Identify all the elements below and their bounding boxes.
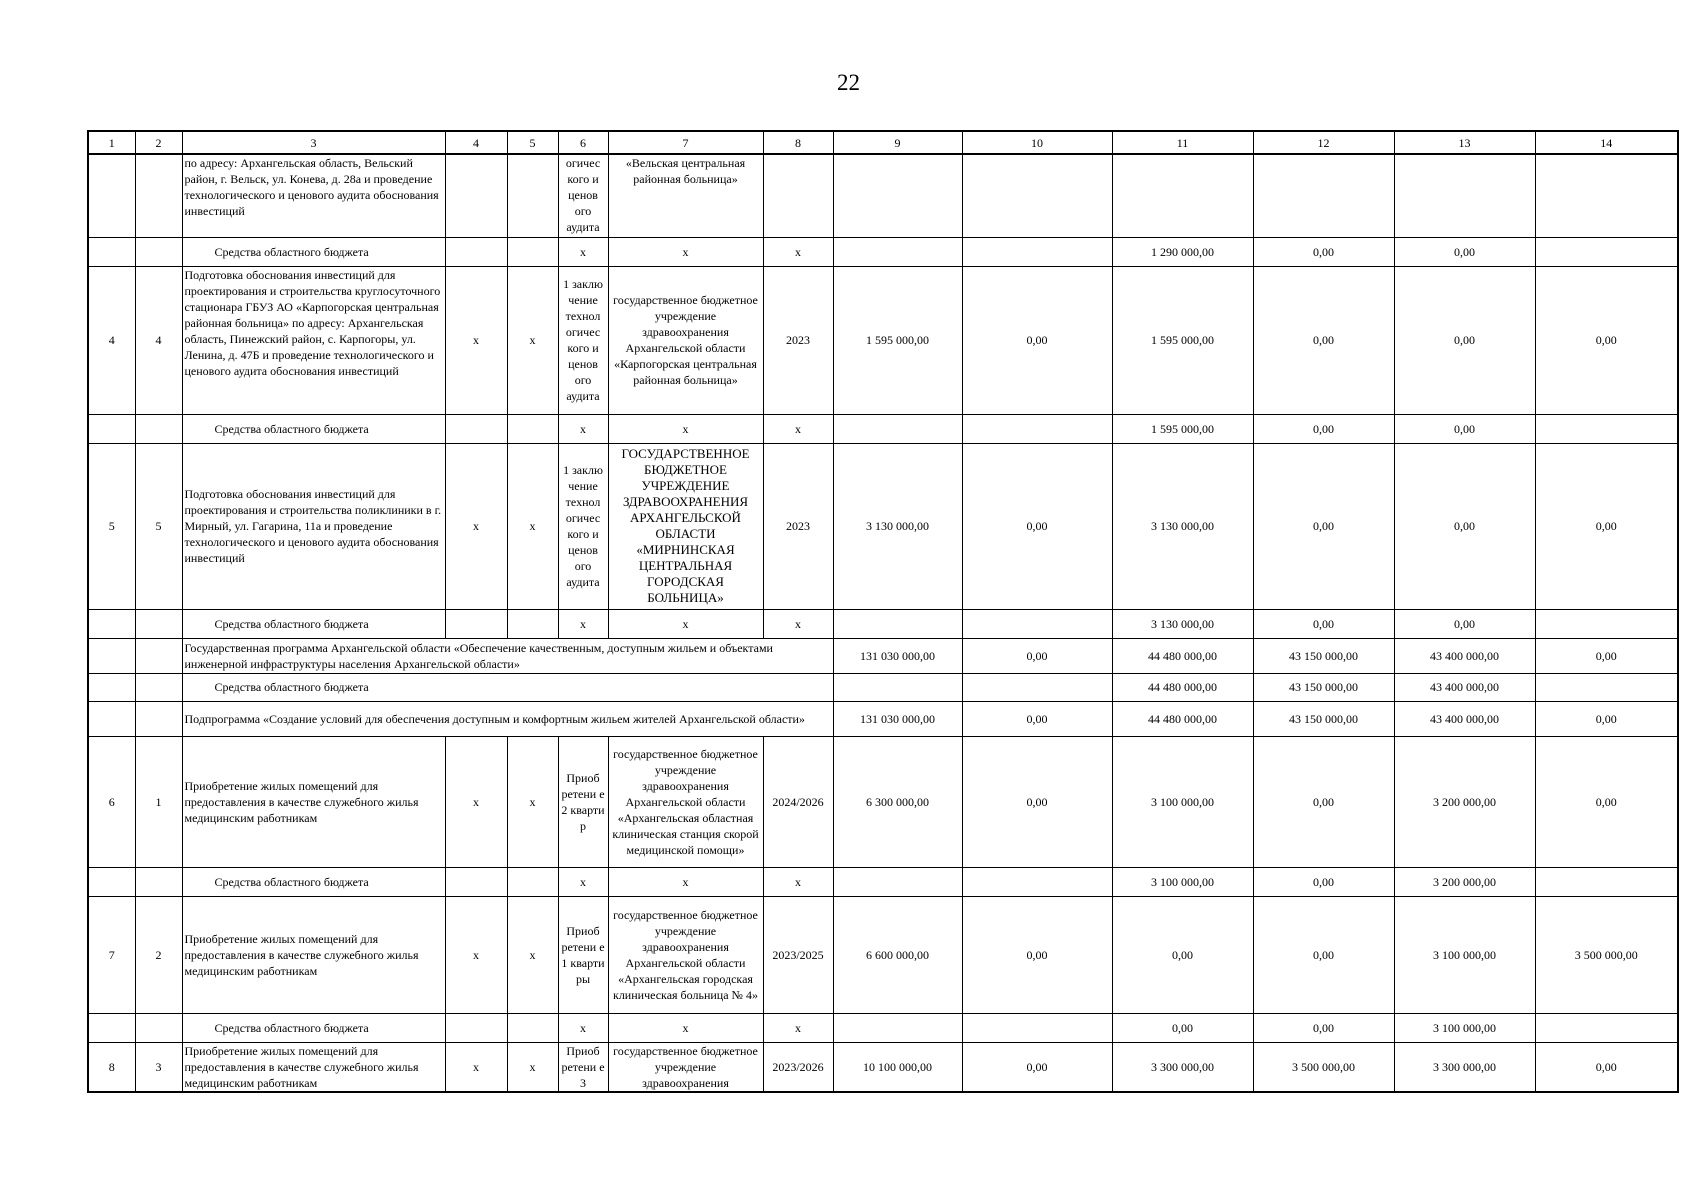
column-number-row xyxy=(88,131,1678,154)
table-row xyxy=(88,673,1678,701)
cell-x: х xyxy=(763,237,833,266)
amount-cell: 0,00 xyxy=(1535,443,1678,609)
amount-cell: 0,00 xyxy=(1394,443,1535,609)
cell-x: х xyxy=(558,609,608,638)
amount-cell: 3 200 000,00 xyxy=(1394,867,1535,896)
column-header: 6 xyxy=(558,131,608,154)
amount-cell: 0,00 xyxy=(962,896,1112,1013)
period-cell: 2023 xyxy=(763,443,833,609)
amount-cell: 0,00 xyxy=(1394,266,1535,414)
amount-cell: 6 600 000,00 xyxy=(833,896,962,1013)
cell-x: х xyxy=(558,237,608,266)
table-row xyxy=(88,1013,1678,1042)
amount-cell: 3 300 000,00 xyxy=(1394,1042,1535,1092)
cell-x: х xyxy=(507,443,558,609)
amount-cell: 131 030 000,00 xyxy=(833,701,962,736)
result-cell: 1 заклю чение технол огичес кого и ценов ого аудита xyxy=(558,266,608,414)
cell-x: х xyxy=(763,1013,833,1042)
budget-label: Средства областного бюджета xyxy=(182,414,445,443)
cell-x: х xyxy=(608,414,763,443)
row-number: 7 xyxy=(88,896,135,1013)
cell-x: х xyxy=(445,736,507,867)
column-header: 8 xyxy=(763,131,833,154)
cell-x: х xyxy=(445,443,507,609)
amount-cell: 43 150 000,00 xyxy=(1253,701,1394,736)
amount-cell: 43 150 000,00 xyxy=(1253,638,1394,673)
amount-cell: 1 290 000,00 xyxy=(1112,237,1253,266)
amount-cell: 3 100 000,00 xyxy=(1112,867,1253,896)
amount-cell: 0,00 xyxy=(1394,609,1535,638)
amount-cell: 0,00 xyxy=(1253,736,1394,867)
column-header: 12 xyxy=(1253,131,1394,154)
column-header: 9 xyxy=(833,131,962,154)
table-row xyxy=(88,1042,1678,1092)
table-row xyxy=(88,896,1678,1013)
amount-cell: 1 595 000,00 xyxy=(1112,414,1253,443)
amount-cell: 43 400 000,00 xyxy=(1394,673,1535,701)
row-number: 5 xyxy=(135,443,182,609)
cell-x: х xyxy=(507,896,558,1013)
result-cell: огичес кого и ценов ого аудита xyxy=(558,154,608,237)
column-header: 7 xyxy=(608,131,763,154)
column-header: 11 xyxy=(1112,131,1253,154)
customer-cell: государственное бюджетное учреждение здравоохранения Архангельской области «Карпогорская центральная районная больница» xyxy=(608,266,763,414)
amount-cell: 0,00 xyxy=(962,701,1112,736)
column-header: 13 xyxy=(1394,131,1535,154)
amount-cell: 3 130 000,00 xyxy=(1112,443,1253,609)
amount-cell: 0,00 xyxy=(962,638,1112,673)
amount-cell: 3 300 000,00 xyxy=(1112,1042,1253,1092)
investment-table xyxy=(87,130,1679,1093)
table-row xyxy=(88,867,1678,896)
program-title: Государственная программа Архангельской области «Обеспечение качественным, доступным жильем и объектами инженерной инфраструктуры населения Архангельской области» xyxy=(182,638,833,673)
budget-label: Средства областного бюджета xyxy=(182,1013,445,1042)
period-cell: 2023/2026 xyxy=(763,1042,833,1092)
amount-cell: 0,00 xyxy=(962,443,1112,609)
result-cell: Приоб ретени е 1 кварти ры xyxy=(558,896,608,1013)
amount-cell: 0,00 xyxy=(1253,867,1394,896)
row-number: 8 xyxy=(88,1042,135,1092)
object-description: Приобретение жилых помещений для предоставления в качестве служебного жилья медицинским работникам xyxy=(182,736,445,867)
budget-label: Средства областного бюджета xyxy=(182,237,445,266)
cell-x: х xyxy=(763,414,833,443)
object-description: Подготовка обоснования инвестиций для проектирования и строительства поликлиники в г. Мирный, ул. Гагарина, 11а и проведение технологического и ценового аудита обоснования инвестиций xyxy=(182,443,445,609)
amount-cell: 3 500 000,00 xyxy=(1253,1042,1394,1092)
column-header: 1 xyxy=(88,131,135,154)
amount-cell: 0,00 xyxy=(1535,266,1678,414)
budget-label: Средства областного бюджета xyxy=(182,673,833,701)
table-row xyxy=(88,414,1678,443)
table-row xyxy=(88,443,1678,609)
customer-cell: государственное бюджетное учреждение здравоохранения Архангельской области «Архангельская городская клиническая больница № 4» xyxy=(608,896,763,1013)
table-row xyxy=(88,266,1678,414)
cell-x: х xyxy=(445,266,507,414)
amount-cell: 0,00 xyxy=(1253,266,1394,414)
amount-cell: 0,00 xyxy=(1535,1042,1678,1092)
amount-cell: 44 480 000,00 xyxy=(1112,701,1253,736)
amount-cell: 44 480 000,00 xyxy=(1112,673,1253,701)
amount-cell: 0,00 xyxy=(1394,414,1535,443)
column-header: 10 xyxy=(962,131,1112,154)
row-number: 2 xyxy=(135,896,182,1013)
table-row xyxy=(88,736,1678,867)
cell-x: х xyxy=(608,237,763,266)
amount-cell: 131 030 000,00 xyxy=(833,638,962,673)
amount-cell: 0,00 xyxy=(1535,638,1678,673)
amount-cell: 3 200 000,00 xyxy=(1394,736,1535,867)
table-row xyxy=(88,237,1678,266)
amount-cell: 43 400 000,00 xyxy=(1394,701,1535,736)
amount-cell: 0,00 xyxy=(1253,443,1394,609)
amount-cell: 3 500 000,00 xyxy=(1535,896,1678,1013)
object-description: Подготовка обоснования инвестиций для проектирования и строительства круглосуточного стационара ГБУЗ АО «Карпогорская центральная районная больница» по адресу: Архангельская область, Пинежский район, с. Карпогоры, ул. Ленина, д. 47Б и проведение технологического и ценового аудита обоснования инвестиций xyxy=(182,266,445,414)
column-header: 14 xyxy=(1535,131,1678,154)
result-cell: 1 заклю чение технол огичес кого и ценов ого аудита xyxy=(558,443,608,609)
customer-cell: государственное бюджетное учреждение здравоохранения Архангельской области «Архангельская областная клиническая станция скорой медицинской помощи» xyxy=(608,736,763,867)
object-description: по адресу: Архангельская область, Вельский район, г. Вельск, ул. Конева, д. 28а и проведение технологического и ценового аудита обоснования инвестиций xyxy=(182,154,445,237)
amount-cell: 3 130 000,00 xyxy=(1112,609,1253,638)
column-header: 4 xyxy=(445,131,507,154)
period-cell: 2023/2025 xyxy=(763,896,833,1013)
customer-cell: государственное бюджетное учреждение здравоохранения xyxy=(608,1042,763,1092)
amount-cell: 3 130 000,00 xyxy=(833,443,962,609)
cell-x: х xyxy=(507,1042,558,1092)
page-number: 22 xyxy=(837,70,860,95)
cell-x: х xyxy=(445,896,507,1013)
column-header: 5 xyxy=(507,131,558,154)
amount-cell: 0,00 xyxy=(1253,1013,1394,1042)
amount-cell: 44 480 000,00 xyxy=(1112,638,1253,673)
budget-label: Средства областного бюджета xyxy=(182,867,445,896)
amount-cell: 43 150 000,00 xyxy=(1253,673,1394,701)
amount-cell: 3 100 000,00 xyxy=(1112,736,1253,867)
object-description: Приобретение жилых помещений для предоставления в качестве служебного жилья медицинским работникам xyxy=(182,896,445,1013)
result-cell: Приоб ретени е 3 xyxy=(558,1042,608,1092)
amount-cell: 0,00 xyxy=(962,1042,1112,1092)
object-description: Приобретение жилых помещений для предоставления в качестве служебного жилья медицинским работникам xyxy=(182,1042,445,1092)
cell-x: х xyxy=(763,867,833,896)
cell-x: х xyxy=(558,414,608,443)
cell-x: х xyxy=(558,1013,608,1042)
amount-cell: 0,00 xyxy=(1253,414,1394,443)
amount-cell: 3 100 000,00 xyxy=(1394,896,1535,1013)
row-number: 1 xyxy=(135,736,182,867)
cell-x: х xyxy=(558,867,608,896)
cell-x: х xyxy=(763,609,833,638)
row-number: 6 xyxy=(88,736,135,867)
amount-cell: 0,00 xyxy=(962,736,1112,867)
amount-cell: 0,00 xyxy=(1112,1013,1253,1042)
customer-cell: ГОСУДАРСТВЕННОЕ БЮДЖЕТНОЕ УЧРЕЖДЕНИЕ ЗДРАВООХРАНЕНИЯ АРХАНГЕЛЬСКОЙ ОБЛАСТИ «МИРНИНСКАЯ ЦЕНТРАЛЬНАЯ ГОРОДСКАЯ БОЛЬНИЦА» xyxy=(608,443,763,609)
column-header: 3 xyxy=(182,131,445,154)
amount-cell: 0,00 xyxy=(1535,701,1678,736)
amount-cell: 0,00 xyxy=(1253,896,1394,1013)
table-row xyxy=(88,701,1678,736)
table-row xyxy=(88,154,1678,237)
amount-cell: 43 400 000,00 xyxy=(1394,638,1535,673)
column-header: 2 xyxy=(135,131,182,154)
amount-cell: 0,00 xyxy=(962,266,1112,414)
cell-x: х xyxy=(608,609,763,638)
cell-x: х xyxy=(608,1013,763,1042)
amount-cell: 0,00 xyxy=(1535,736,1678,867)
amount-cell: 0,00 xyxy=(1112,896,1253,1013)
row-number: 5 xyxy=(88,443,135,609)
cell-x: х xyxy=(608,867,763,896)
cell-x: х xyxy=(445,1042,507,1092)
amount-cell: 6 300 000,00 xyxy=(833,736,962,867)
amount-cell: 10 100 000,00 xyxy=(833,1042,962,1092)
subprogram-title: Подпрограмма «Создание условий для обеспечения доступным и комфортным жильем жителей Архангельской области» xyxy=(182,701,833,736)
row-number: 3 xyxy=(135,1042,182,1092)
amount-cell: 0,00 xyxy=(1253,237,1394,266)
period-cell: 2023 xyxy=(763,266,833,414)
budget-label: Средства областного бюджета xyxy=(182,609,445,638)
customer-cell: «Вельская центральная районная больница» xyxy=(608,154,763,237)
row-number: 4 xyxy=(135,266,182,414)
amount-cell: 3 100 000,00 xyxy=(1394,1013,1535,1042)
amount-cell: 0,00 xyxy=(1253,609,1394,638)
result-cell: Приоб ретени е 2 кварти р xyxy=(558,736,608,867)
table-row xyxy=(88,609,1678,638)
amount-cell: 1 595 000,00 xyxy=(1112,266,1253,414)
amount-cell: 1 595 000,00 xyxy=(833,266,962,414)
table-row xyxy=(88,638,1678,673)
cell-x: х xyxy=(507,266,558,414)
row-number: 4 xyxy=(88,266,135,414)
amount-cell: 0,00 xyxy=(1394,237,1535,266)
cell-x: х xyxy=(507,736,558,867)
period-cell: 2024/2026 xyxy=(763,736,833,867)
